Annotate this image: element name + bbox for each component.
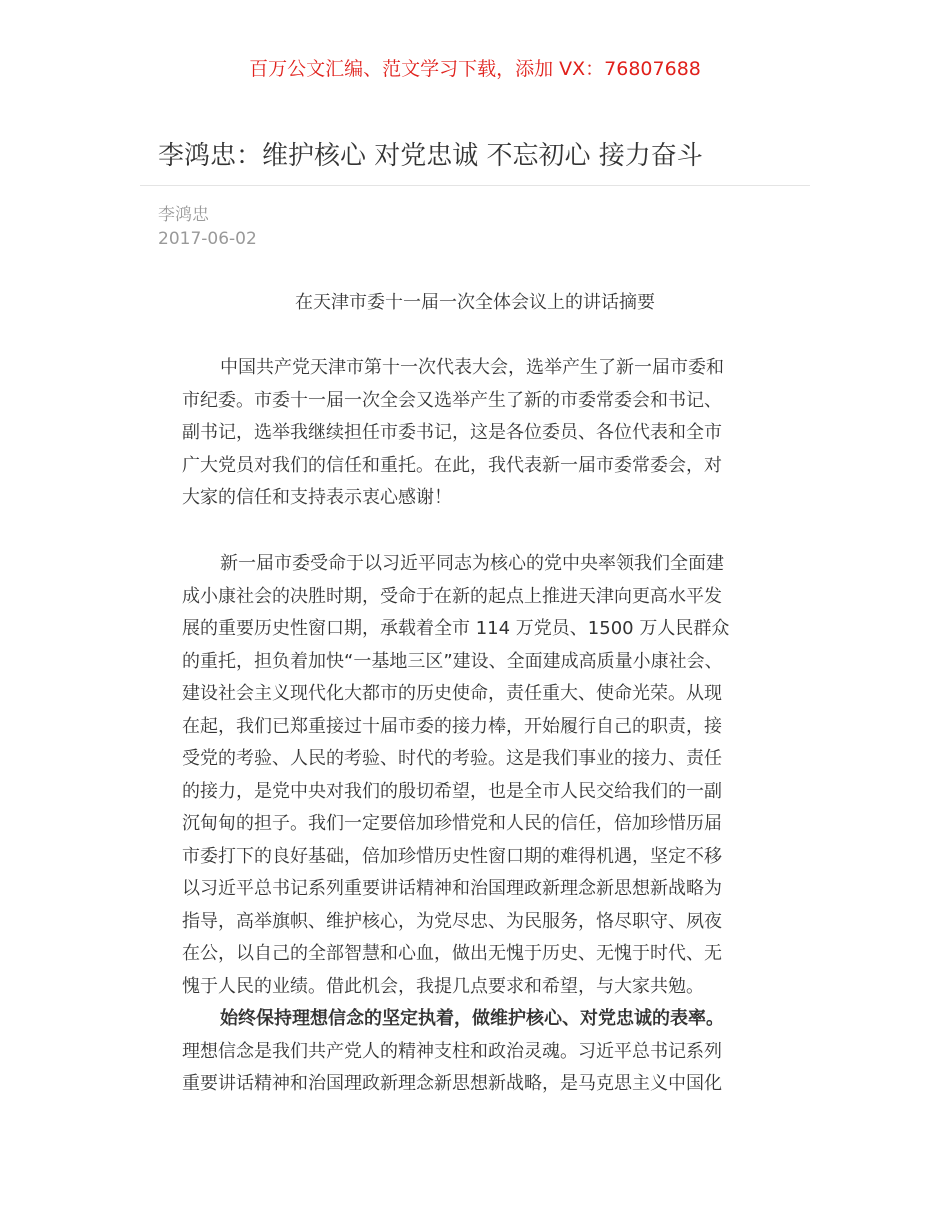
text-line: 的重托，担负着加快“一基地三区”建设、全面建成高质量小康社会、 [182, 650, 723, 672]
download-banner: 百万公文汇编、范文学习下载，添加 VX：76807688 [249, 58, 701, 80]
article-date: 2017-06-02 [158, 229, 257, 249]
text-line: 副书记，选举我继续担任市委书记，这是各位委员、各位代表和全市 [182, 422, 722, 443]
text-line: 理想信念是我们共产党人的精神支柱和政治灵魂。习近平总书记系列 [182, 1040, 722, 1062]
text-line: 在起，我们已郑重接过十届市委的接力棒，开始履行自己的职责，接 [182, 715, 722, 737]
text-line: 市纪委。市委十一届一次全会又选举产生了新的市委常委会和书记、 [182, 389, 722, 411]
text-line: 愧于人民的业绩。借此机会，我提几点要求和希望，与大家共勉。 [182, 975, 704, 997]
text-line: 重要讲话精神和治国理政新理念新思想新战略，是马克思主义中国化 [182, 1073, 722, 1094]
text-line: 指导，高举旗帜、维护核心，为党尽忠、为民服务，恪尽职守、夙夜 [182, 910, 722, 932]
text-line: 的接力，是党中央对我们的殷切希望，也是全市人民交给我们的一副 [182, 780, 722, 802]
text-line: 成小康社会的决胜时期，受命于在新的起点上推进天津向更高水平发 [182, 585, 722, 607]
text-line: 沉甸甸的担子。我们一定要倍加珍惜党和人民的信任，倍加珍惜历届 [182, 813, 722, 834]
text-line: 大家的信任和支持表示衷心感谢！ [182, 487, 452, 508]
text-line: 广大党员对我们的信任和重托。在此，我代表新一届市委常委会，对 [182, 454, 722, 476]
text-line: 中国共产党天津市第十一次代表大会，选举产生了新一届市委和 [220, 357, 724, 378]
text-line: 在公，以自己的全部智慧和心血，做出无愧于历史、无愧于时代、无 [182, 943, 722, 964]
article-paragraph-1 [182, 352, 772, 515]
text-line: 建设社会主义现代化大都市的历史使命，责任重大、使命光荣。从现 [182, 683, 722, 704]
article-author: 李鸿忠 [158, 205, 209, 225]
text-line: 市委打下的良好基础，倍加珍惜历史性窗口期的难得机遇，坚定不移 [182, 845, 722, 867]
text-line: 展的重要历史性窗口期，承载着全市 114 万党员、1500 万人民群众 [182, 618, 730, 639]
text-line: 以习近平总书记系列重要讲话精神和治国理政新理念新思想新战略为 [182, 878, 722, 899]
article-title: 李鸿忠：维护核心 对党忠诚 不忘初心 接力奋斗 [158, 141, 703, 171]
section-heading: 始终保持理想信念的坚定执着，做维护核心、对党忠诚的表率。 [220, 1008, 724, 1029]
article-body [182, 548, 772, 1101]
text-line: 新一届市委受命于以习近平同志为核心的党中央率领我们全面建 [220, 553, 724, 574]
title-divider [140, 185, 810, 186]
article-subtitle: 在天津市委十一届一次全体会议上的讲话摘要 [295, 292, 655, 313]
text-line: 受党的考验、人民的考验、时代的考验。这是我们事业的接力、责任 [182, 748, 722, 769]
